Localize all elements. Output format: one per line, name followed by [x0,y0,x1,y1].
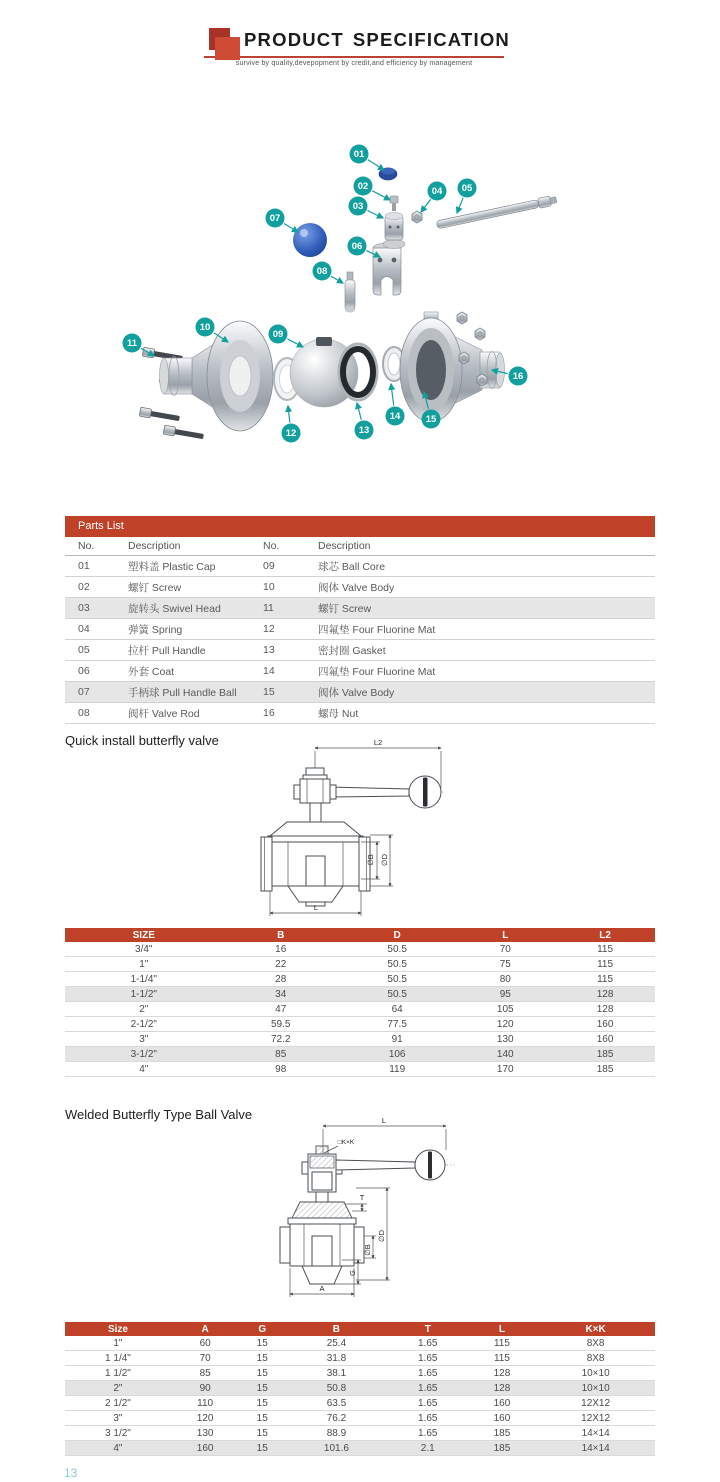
table-cell: 14×14 [536,1441,655,1456]
table-cell: 185 [468,1441,537,1456]
table-cell: 130 [171,1426,240,1441]
plastic-cap-part-01 [379,168,397,181]
section-title-quick-install: Quick install butterfly valve [65,733,219,748]
callout-01 [350,145,385,171]
table-cell: 25.4 [285,1336,388,1351]
table-cell: 50.5 [339,942,455,957]
table-cell: 2-1/2" [65,1017,223,1032]
table-cell: 128 [555,1002,655,1017]
table-cell: 球芯 Ball Core [318,556,655,577]
page-title-primary: PRODUCT [244,29,344,50]
table-cell: 1 1/4" [65,1351,171,1366]
table-row [65,1381,655,1396]
table-cell: 130 [455,1032,555,1047]
table-cell: 15 [239,1381,285,1396]
table-cell: 07 [65,682,128,703]
column-header: SIZE [65,928,223,942]
callout-12 [282,406,301,443]
callout-07 [266,209,299,233]
svg-text:09: 09 [272,329,284,341]
table-cell: 88.9 [285,1426,388,1441]
svg-text:03: 03 [352,201,364,213]
table-cell: 63.5 [285,1396,388,1411]
table-cell: 50.5 [339,987,455,1002]
table-cell: 螺母 Nut [318,703,655,724]
svg-text:16: 16 [512,371,524,383]
table-cell: 2.1 [388,1441,468,1456]
table-cell: 手柄球 Pull Handle Ball [128,682,263,703]
dim-label-A: A [319,1284,325,1293]
dim-label-L: L [313,903,319,912]
callout-02 [354,177,391,201]
table-cell: 8X8 [536,1351,655,1366]
table-row [65,703,655,724]
company-logo-icon [206,27,256,67]
table-cell: 04 [65,619,128,640]
table-cell: 110 [171,1396,240,1411]
valve-body-right-part-15 [400,312,505,422]
table-cell: 1" [65,1336,171,1351]
callout-11 [123,334,155,357]
table-cell: 15 [239,1336,285,1351]
dim-label-L2-drawing: L [381,1116,387,1125]
callout-04 [421,182,447,213]
table-cell: 77.5 [339,1017,455,1032]
svg-text:01: 01 [353,149,365,161]
table-cell: 115 [468,1351,537,1366]
svg-text:05: 05 [461,183,473,195]
table-cell: 185 [468,1426,537,1441]
table-cell: 34 [223,987,339,1002]
table-cell: 28 [223,972,339,987]
table-cell: 128 [555,987,655,1002]
table-cell: 101.6 [285,1441,388,1456]
table-row [65,957,655,972]
valve-rod-part-08 [345,272,355,313]
dim-label-L2: L2 [373,738,383,747]
dim-label-G: G [348,1270,357,1276]
table-cell: 80 [455,972,555,987]
column-header: D [339,928,455,942]
table-row [65,987,655,1002]
column-header: B [285,1322,388,1336]
table-row [65,661,655,682]
table-cell: 75 [455,957,555,972]
table-cell: 06 [65,661,128,682]
pull-handle-ball-part-07 [293,223,327,257]
table-cell: 14 [263,661,318,682]
table-cell: 2 1/2" [65,1396,171,1411]
svg-text:06: 06 [351,241,363,253]
table-row [65,1351,655,1366]
table-cell: 15 [239,1426,285,1441]
table-row [65,1396,655,1411]
table-cell: 50.8 [285,1381,388,1396]
table-cell: 外套 Coat [128,661,263,682]
table-cell: 76.2 [285,1411,388,1426]
table-row [65,682,655,703]
svg-text:07: 07 [269,213,281,225]
column-header: L [455,928,555,942]
quick-install-valve-drawing [230,738,492,930]
svg-text:13: 13 [358,425,370,437]
table-cell: 160 [555,1032,655,1047]
table-cell: 160 [555,1017,655,1032]
parts-list-table [65,537,655,724]
table-cell: 160 [468,1396,537,1411]
table-cell: 31.8 [285,1351,388,1366]
dim-label-T: T [359,1193,365,1202]
table-cell: 119 [339,1062,455,1077]
table-cell: 1-1/4" [65,972,223,987]
table-cell: 15 [239,1396,285,1411]
table-cell: 2" [65,1002,223,1017]
table-cell: 185 [555,1047,655,1062]
dimension-table-header-row [65,1322,655,1336]
page-number: 13 [64,1466,78,1480]
parts-list-title: Parts List [65,516,655,537]
quick-install-dimension-table-wrap [65,928,655,1077]
table-row [65,1426,655,1441]
callout-03 [349,197,384,219]
table-cell: 3/4" [65,942,223,957]
parts-list [65,516,655,724]
table-row [65,640,655,661]
nut-part-04 [412,211,422,223]
table-cell: 13 [263,640,318,661]
table-row [65,556,655,577]
table-cell: 14×14 [536,1426,655,1441]
parts-list-header-row [65,537,655,556]
table-cell: 85 [171,1366,240,1381]
screw-part-02 [390,196,398,211]
column-header: Description [318,537,655,556]
table-cell: 185 [555,1062,655,1077]
table-cell: 38.1 [285,1366,388,1381]
table-cell: 115 [555,942,655,957]
table-cell: 60 [171,1336,240,1351]
welded-valve-dimension-table-wrap [65,1322,655,1456]
table-cell: 128 [468,1381,537,1396]
table-cell: 1-1/2" [65,987,223,1002]
table-cell: 47 [223,1002,339,1017]
table-cell: 22 [223,957,339,972]
table-row [65,942,655,957]
table-cell: 阀体 Valve Body [318,682,655,703]
table-cell: 70 [171,1351,240,1366]
table-cell: 12 [263,619,318,640]
table-cell: 塑料盖 Plastic Cap [128,556,263,577]
table-row [65,1062,655,1077]
column-header: No. [65,537,128,556]
dim-label-B2: ∅B [363,1244,372,1256]
svg-text:14: 14 [389,411,401,423]
column-header: No. [263,537,318,556]
table-row [65,598,655,619]
quick-install-dimension-table [65,928,655,1077]
table-cell: 1.65 [388,1351,468,1366]
table-cell: 11 [263,598,318,619]
table-cell: 1 1/2" [65,1366,171,1381]
table-cell: 115 [555,972,655,987]
callout-14 [386,384,405,426]
table-cell: 09 [263,556,318,577]
table-cell: 95 [455,987,555,1002]
table-cell: 160 [171,1441,240,1456]
table-cell: 1.65 [388,1426,468,1441]
table-row [65,1366,655,1381]
table-cell: 08 [65,703,128,724]
dimension-table-header-row [65,928,655,942]
table-cell: 05 [65,640,128,661]
table-cell: 91 [339,1032,455,1047]
svg-text:11: 11 [126,338,138,350]
table-cell: 3" [65,1032,223,1047]
table-cell: 1" [65,957,223,972]
welded-valve-drawing [250,1110,490,1307]
table-cell: 115 [468,1336,537,1351]
table-cell: 115 [555,957,655,972]
table-cell: 螺钉 Screw [318,598,655,619]
welded-valve-dimension-table [65,1322,655,1456]
table-cell: 16 [223,942,339,957]
table-cell: 10×10 [536,1381,655,1396]
table-cell: 旋转头 Swivel Head [128,598,263,619]
table-row [65,1411,655,1426]
column-header: T [388,1322,468,1336]
svg-text:08: 08 [316,266,328,278]
table-cell: 50.5 [339,957,455,972]
table-cell: 85 [223,1047,339,1062]
table-cell: 1.65 [388,1366,468,1381]
table-cell: 15 [239,1441,285,1456]
table-cell: 72.2 [223,1032,339,1047]
table-cell: 密封圈 Gasket [318,640,655,661]
table-cell: 弹簧 Spring [128,619,263,640]
callout-05 [457,179,477,214]
column-header: B [223,928,339,942]
callout-09 [269,325,304,348]
table-cell: 15 [239,1366,285,1381]
table-cell: 1.65 [388,1411,468,1426]
table-cell: 120 [171,1411,240,1426]
table-cell: 15 [239,1411,285,1426]
table-cell: 2" [65,1381,171,1396]
table-cell: 12X12 [536,1396,655,1411]
dim-label-B: ∅B [366,854,375,866]
table-cell: 50.5 [339,972,455,987]
table-row [65,1002,655,1017]
svg-text:15: 15 [425,414,437,426]
section-title-welded-valve: Welded Butterfly Type Ball Valve [65,1107,253,1122]
table-cell: 3 1/2" [65,1426,171,1441]
table-cell: 15 [263,682,318,703]
table-cell: 01 [65,556,128,577]
table-row [65,1336,655,1351]
table-cell: 10 [263,577,318,598]
table-cell: 8X8 [536,1336,655,1351]
table-cell: 4" [65,1441,171,1456]
table-cell: 阀体 Valve Body [318,577,655,598]
swivel-head-part-03 [383,213,405,249]
table-cell: 四氟垫 Four Fluorine Mat [318,661,655,682]
table-row [65,619,655,640]
table-cell: 15 [239,1351,285,1366]
table-cell: 16 [263,703,318,724]
table-row [65,1017,655,1032]
dim-label-D2: ∅D [377,1230,386,1242]
page-title [244,29,516,51]
column-header: K×K [536,1322,655,1336]
column-header: A [171,1322,240,1336]
table-cell: 1.65 [388,1396,468,1411]
table-cell: 4" [65,1062,223,1077]
table-cell: 12X12 [536,1411,655,1426]
table-cell: 120 [455,1017,555,1032]
column-header: L2 [555,928,655,942]
table-cell: 128 [468,1366,537,1381]
column-header: L [468,1322,537,1336]
table-cell: 70 [455,942,555,957]
table-row [65,1032,655,1047]
table-row [65,972,655,987]
table-row [65,1047,655,1062]
valve-body-left-part-10 [160,321,274,431]
table-row [65,577,655,598]
callout-13 [355,403,374,440]
table-cell: 98 [223,1062,339,1077]
table-row [65,1441,655,1456]
column-header: G [239,1322,285,1336]
table-cell: 59.5 [223,1017,339,1032]
table-cell: 四氟垫 Four Fluorine Mat [318,619,655,640]
column-header: Size [65,1322,171,1336]
table-cell: 3" [65,1411,171,1426]
svg-text:04: 04 [431,186,443,198]
table-cell: 140 [455,1047,555,1062]
table-cell: 02 [65,577,128,598]
table-cell: 3-1/2" [65,1047,223,1062]
table-cell: 160 [468,1411,537,1426]
column-header: Description [128,537,263,556]
table-cell: 10×10 [536,1366,655,1381]
pull-handle-part-05 [436,195,557,230]
table-cell: 螺钉 Screw [128,577,263,598]
table-cell: 拉杆 Pull Handle [128,640,263,661]
table-cell: 64 [339,1002,455,1017]
svg-text:12: 12 [285,428,297,440]
exploded-diagram [100,130,620,460]
table-cell: 90 [171,1381,240,1396]
table-cell: 03 [65,598,128,619]
table-cell: 170 [455,1062,555,1077]
header [196,25,516,67]
logo-square-front [215,37,240,60]
dim-label-D: ∅D [380,854,389,866]
svg-text:02: 02 [357,181,369,193]
page-title-secondary: SPECIFICATION [352,29,510,50]
table-cell: 1.65 [388,1381,468,1396]
table-cell: 106 [339,1047,455,1062]
table-cell: 阀杆 Valve Rod [128,703,263,724]
table-cell: 1.65 [388,1336,468,1351]
table-cell: 105 [455,1002,555,1017]
header-slogan: survive by quality,devepopment by credit,and efficiency by management [235,60,473,67]
svg-text:10: 10 [199,322,211,334]
callout-08 [313,262,344,284]
coat-part-06 [373,243,401,295]
dim-label-KxK: □K×K [337,1139,355,1146]
